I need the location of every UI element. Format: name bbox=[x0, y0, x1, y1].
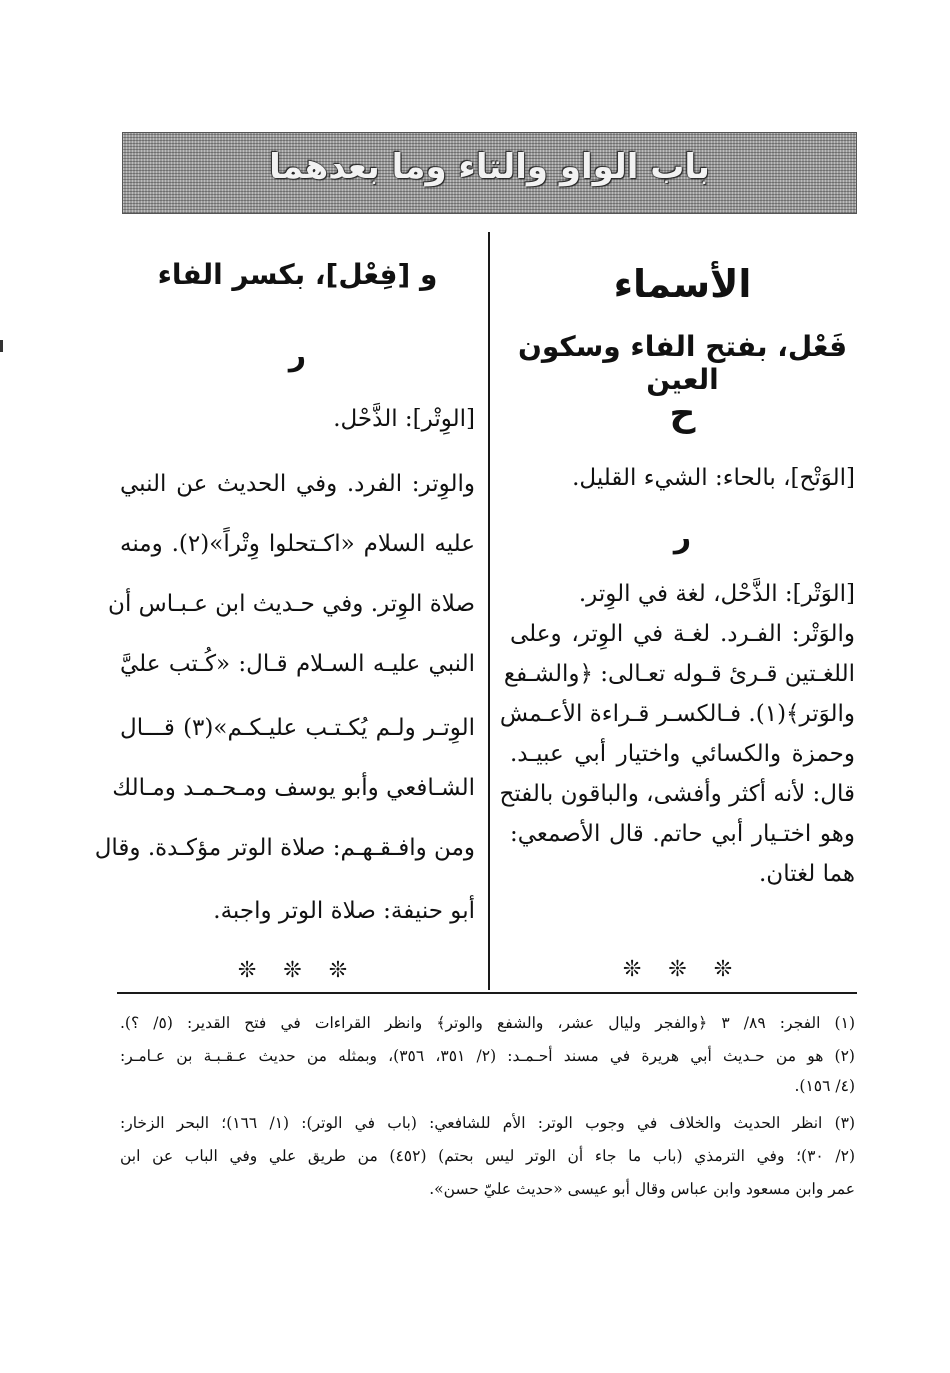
column-divider bbox=[488, 232, 490, 990]
text-line: الشـافعي وأبو يوسف ومـحـمـد ومـالك bbox=[112, 775, 475, 801]
footnote-1: (١) الفجر: ٨٩/ ٣ ﴿والفجر وليال عشر، والشفع والوتر﴾ وانظر القراءات في فتح القدير: (٥/ ؟). bbox=[120, 1014, 855, 1032]
text-line: والوَتْر: الفـرد. لغـة في الوِتر، وعلى bbox=[510, 621, 855, 647]
text-line: [الوَتْر]: الذَّحْل، لغة في الوِتر. bbox=[578, 581, 855, 607]
section-title: الأسماء bbox=[613, 262, 752, 306]
chapter-banner bbox=[122, 132, 857, 214]
text-line: صلاة الوِتر. وفي حـديث ابن عـبـاس أن bbox=[108, 591, 475, 617]
text-line: والوِتر: الفرد. وفي الحديث عن النبي bbox=[120, 471, 475, 497]
text-line: وحمزة والكسائي واختيار أبي عبيـد. bbox=[510, 741, 855, 767]
text-line: والوَتر﴾(١). فـالكسـر قـراءة الأعـمش bbox=[499, 701, 855, 727]
text-line: اللغـتين قـرئ قـوله تعـالى: ﴿والشـفع bbox=[503, 661, 855, 687]
section-separator: ❊ ❊ ❊ bbox=[622, 957, 743, 982]
footnote-3-continued: (٢/ ٣٠)؛ وفي الترمذي (باب ما جاء أن الوتر ليس بحتم) (٤٥٢) من طريق علي وفي الباب عن ابن bbox=[120, 1147, 856, 1165]
text-line: هما لغتان. bbox=[759, 861, 855, 887]
root-letter-ra: ر bbox=[673, 520, 692, 555]
footnote-3: (٣) انظر الحديث والخلاف في وجوب الوتر: الأم للشافعي: (باب في الوتر): (١/ ١٦٦)؛ البحر الزخار: bbox=[120, 1114, 856, 1132]
text-line: وهو اختـيار أبي حاتم. قال الأصمعي: bbox=[510, 821, 855, 847]
root-letter-ra: ر bbox=[288, 338, 307, 373]
chapter-title: باب الواو والتاء وما بعدهما bbox=[269, 147, 710, 187]
entry-wath: [الوَتْح]، بالحاء: الشيء القليل. bbox=[572, 465, 855, 491]
pattern-heading: فَعْل، بفتح الفاء وسكون العين bbox=[517, 330, 848, 396]
text-line: قال: لأنه أكثر وأفشى، والباقون بالفتح bbox=[499, 781, 855, 807]
section-separator: ❊ ❊ ❊ bbox=[237, 958, 358, 983]
text-line: أبو حنيفة: صلاة الوتر واجبة. bbox=[213, 898, 475, 924]
footnote-3-continued: عمر وابن مسعود وابن عباس وقال أبو عيسى «حديث عليّ حسن». bbox=[429, 1180, 855, 1198]
root-letter-ha: ح bbox=[669, 393, 696, 434]
text-line: الوِتـر ولـم يُكـتـب عليـكـم»(٣) قـــال bbox=[120, 715, 475, 741]
text-line: النبي عليـه السـلام قـال: «كُـتب عليَّ bbox=[120, 651, 475, 677]
pattern-heading: و [فِعْل]، بكسر الفاء bbox=[157, 258, 438, 291]
footnote-rule bbox=[117, 992, 857, 994]
text-line: عليه السلام «اكـتحلوا وِتْراً»(٢). ومنه bbox=[120, 531, 476, 557]
footnote-2: (٢) هو من حـديث أبي هريرة في مسند أحـمـد: (٢/ ٣٥١، ٣٥٦)، وبمثله من حديث عـقـبـة بن عـامـر: bbox=[120, 1047, 855, 1065]
footnote-2-continued: (٤/ ١٥٦). bbox=[794, 1077, 855, 1095]
text-line: ومن وافـقـهـم: صلاة الوتر مؤكـدة. وقال bbox=[94, 835, 475, 861]
entry-witr: [الوِتْر]: الذَّحْل. bbox=[333, 406, 475, 432]
scan-edge-mark bbox=[0, 340, 3, 352]
